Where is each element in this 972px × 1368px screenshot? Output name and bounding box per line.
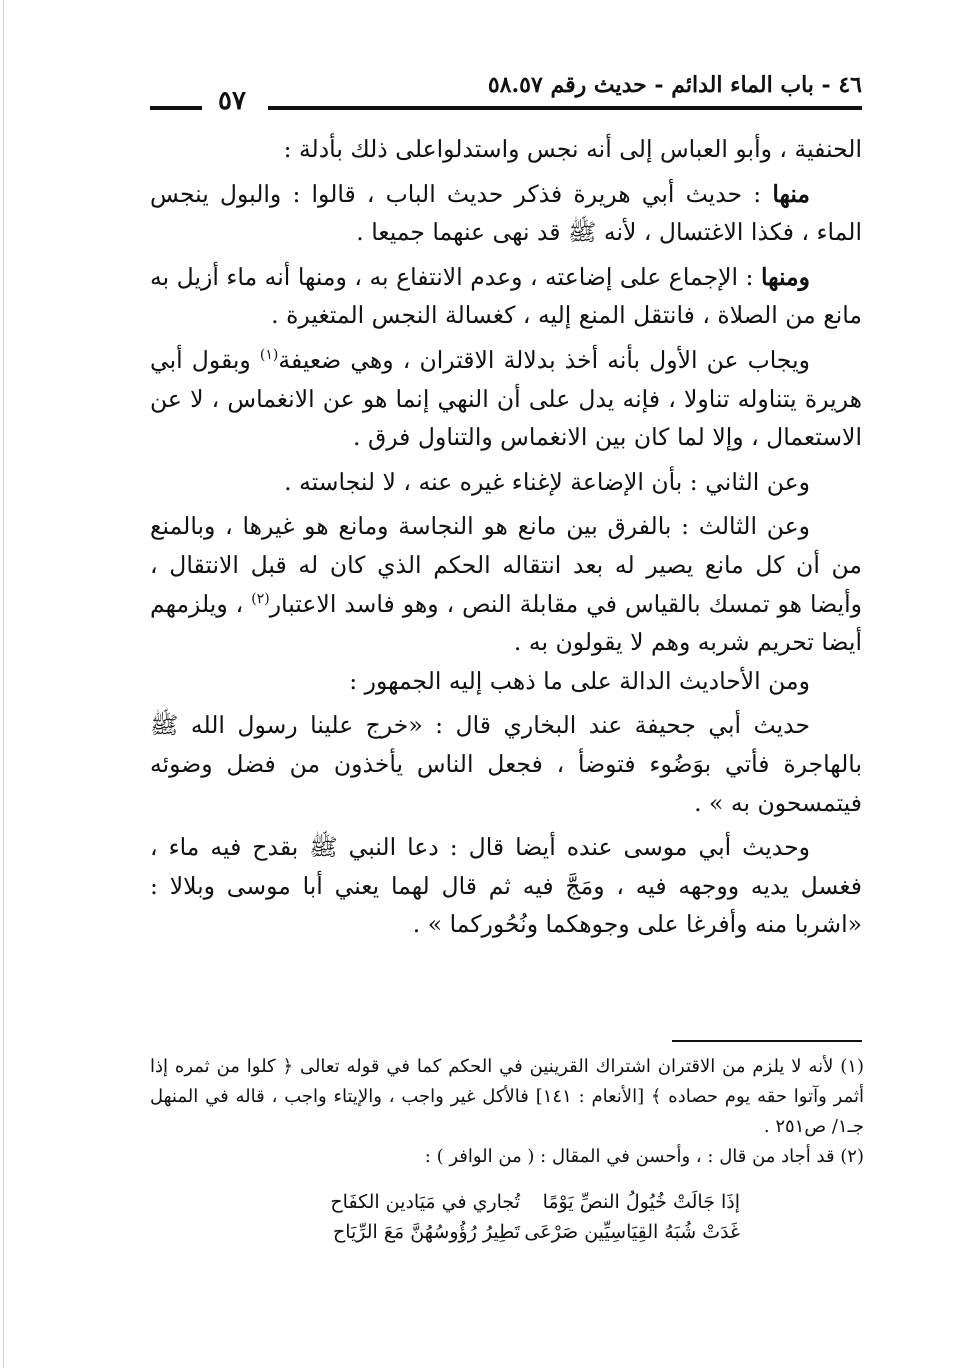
footnotes	[150, 1052, 864, 1172]
paragraph	[150, 130, 862, 169]
header-rule-right	[268, 106, 862, 110]
verse-hemistich: إذَا جَالَتْ خُيُولُ النصِّ يَوْمًا	[542, 1191, 740, 1213]
paragraph-text: : حديث أبي هريرة فذكر حديث الباب ، قالوا : والبول ينجس الماء ، فكذا الاغتسال ، لأنه ﷺ قد نهى عنهما جميعا .	[150, 179, 862, 247]
verse-hemistich: تَطِيرُ رُؤُوسُهُنَّ مَعَ الرِّيَاح	[332, 1221, 520, 1243]
paragraph	[150, 463, 862, 502]
paragraph	[150, 706, 862, 822]
page-header	[150, 66, 862, 116]
paragraph-text: ومن الأحاديث الدالة على ما ذهب إليه الجمهور :	[349, 666, 810, 695]
header-rule-left	[150, 106, 202, 110]
verse-hemistich: تُجاري في مَيَادين الكفَاح	[330, 1191, 520, 1213]
footnote-1: (١) لأنه لا يلزم من الاقتران اشتراك القرينين في الحكم كما في قوله تعالى ﴿ كلوا من ثمره إذا أثمر وآتوا حقه يوم حصاده ﴾ [الأنعام : ١٤١] فالأكل غير واجب ، والإيتاء واجب ، قاله في المنهل جـ١/ ص٢٥١ .	[150, 1056, 864, 1137]
keyword: منها	[772, 179, 810, 208]
paragraph-text: : الإجماع على إضاعته ، وعدم الانتفاع به ، ومنها أنه ماء أزيل به مانع من الصلاة ، فانتقل المنع إليه ، كغسالة النجس المتغيرة .	[150, 262, 862, 330]
footnote-2: (٢) قد أجاد من قال : ، وأحسن في المقال : ( من الوافر ) :	[424, 1146, 864, 1167]
scan-edge-line	[3, 0, 4, 1368]
paragraph	[150, 828, 862, 944]
running-title: ٤٦ - باب الماء الدائم - حديث رقم ٥٨.٥٧	[487, 72, 862, 98]
keyword: ومنها	[760, 262, 810, 291]
verse-hemistich: غَدَتْ شُبَهُ القِيَاسِيِّين صَرْعَى	[524, 1221, 740, 1243]
footnote-ref-1[interactable]: (١)	[259, 347, 279, 364]
paragraph-text: وبقول أبي هريرة يتناوله تناولا ، فإنه يدل على أن النهي إنما هو عن الانغماس ، لا عن الاستعمال ، وإلا لما كان بين الانغماس والتناول فرق .	[150, 345, 862, 452]
paragraph-text: وحديث أبي موسى عنده أيضا قال : دعا النبي ﷺ بقدح فيه ماء ، فغسل يديه ووجهه فيه ، ومَجَّ فيه ثم قال لهما يعني أبا موسى وبلالا : «اشربا منه وأفرغا على وجوهكما ونُحُوركما » .	[150, 833, 862, 939]
paragraph-text: حديث أبي جحيفة عند البخاري قال : «خرج علينا رسول الله ﷺ بالهاجرة فأتي بوَضُوء فتوضأ ، فجعل الناس يأخذون من فضل وضوئه فيتمسحون به » .	[150, 711, 862, 817]
paragraph-text: ويجاب عن الأول بأنه أخذ بدلالة الاقتران ، وهي ضعيفة	[278, 345, 810, 374]
verse-line-1	[300, 1188, 740, 1216]
paragraph-text: الحنفية ، وأبو العباس إلى أنه نجس واستدلواعلى ذلك بأدلة :	[283, 135, 862, 163]
paragraph	[150, 258, 862, 335]
paragraph-text: ، ويلزمهم أيضا تحريم شربه وهم لا يقولون به .	[150, 589, 862, 657]
paragraph-text: وعن الثالث : بالفرق بين مانع هو النجاسة ومانع هو غيرها ، وبالمنع من أن كل مانع يصير له بعد انتقاله الحكم الذي كان له قبل الانتقال ، وأيضا هو تمسك بالقياس في مقابلة النص ، وهو فاسد الاعتبار	[150, 512, 862, 618]
main-text	[150, 130, 862, 944]
footnote-ref-2[interactable]: (٢)	[251, 590, 270, 607]
page-number: ٥٧	[218, 86, 246, 116]
paragraph	[150, 175, 862, 252]
footnote-separator	[672, 1040, 862, 1042]
paragraph	[150, 662, 862, 701]
paragraph-text: وعن الثاني : بأن الإضاعة لإغناء غيره عنه ، لا لنجاسته .	[284, 467, 810, 496]
paragraph	[150, 507, 862, 661]
verse-line-2	[300, 1218, 740, 1246]
paragraph	[150, 341, 862, 457]
